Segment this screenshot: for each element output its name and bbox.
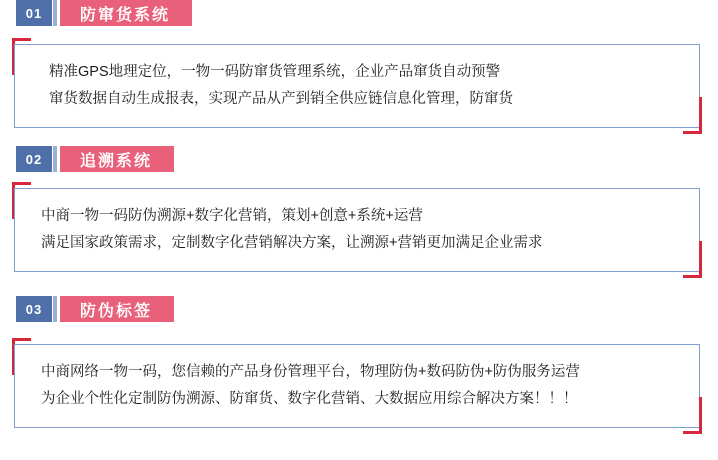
- section-text-line: 窜货数据自动生成报表，实现产品从产到销全供应链信息化管理，防窜货: [49, 91, 513, 107]
- section-text-line: 中商一物一码防伪溯源+数字化营销，策划+创意+系统+运营: [41, 208, 423, 224]
- section-fangwei-biaoqian: [0, 296, 718, 428]
- section-title: 防伪标签: [60, 296, 174, 322]
- section-text-line: 满足国家政策需求，定制数字化营销解决方案，让溯源+营销更加满足企业需求: [41, 235, 543, 251]
- section-number-badge: 02: [16, 146, 52, 172]
- section-text-box: [14, 188, 700, 272]
- section-zhuisu: [0, 146, 718, 272]
- section-text-line: 中商网络一物一码，您信赖的产品身份管理平台，物理防伪+数码防伪+防伪服务运营: [41, 364, 580, 380]
- section-header: [16, 0, 718, 28]
- section-body: [14, 344, 700, 428]
- section-header: [16, 146, 718, 174]
- section-text-box: [14, 44, 700, 128]
- section-body: [14, 188, 700, 272]
- section-text-box: [14, 344, 700, 428]
- section-title: 追溯系统: [60, 146, 174, 172]
- section-number-badge: 03: [16, 296, 52, 322]
- section-text-line: 精准GPS地理定位，一物一码防窜货管理系统，企业产品窜货自动预警: [49, 64, 501, 80]
- section-body: [14, 44, 700, 128]
- section-fangcuanhuo: [0, 0, 718, 128]
- section-text-line: 为企业个性化定制防伪溯源、防窜货、数字化营销、大数据应用综合解决方案！！！: [41, 391, 578, 407]
- section-title: 防窜货系统: [60, 0, 192, 26]
- section-header: [16, 296, 718, 324]
- section-number-badge: 01: [16, 0, 52, 26]
